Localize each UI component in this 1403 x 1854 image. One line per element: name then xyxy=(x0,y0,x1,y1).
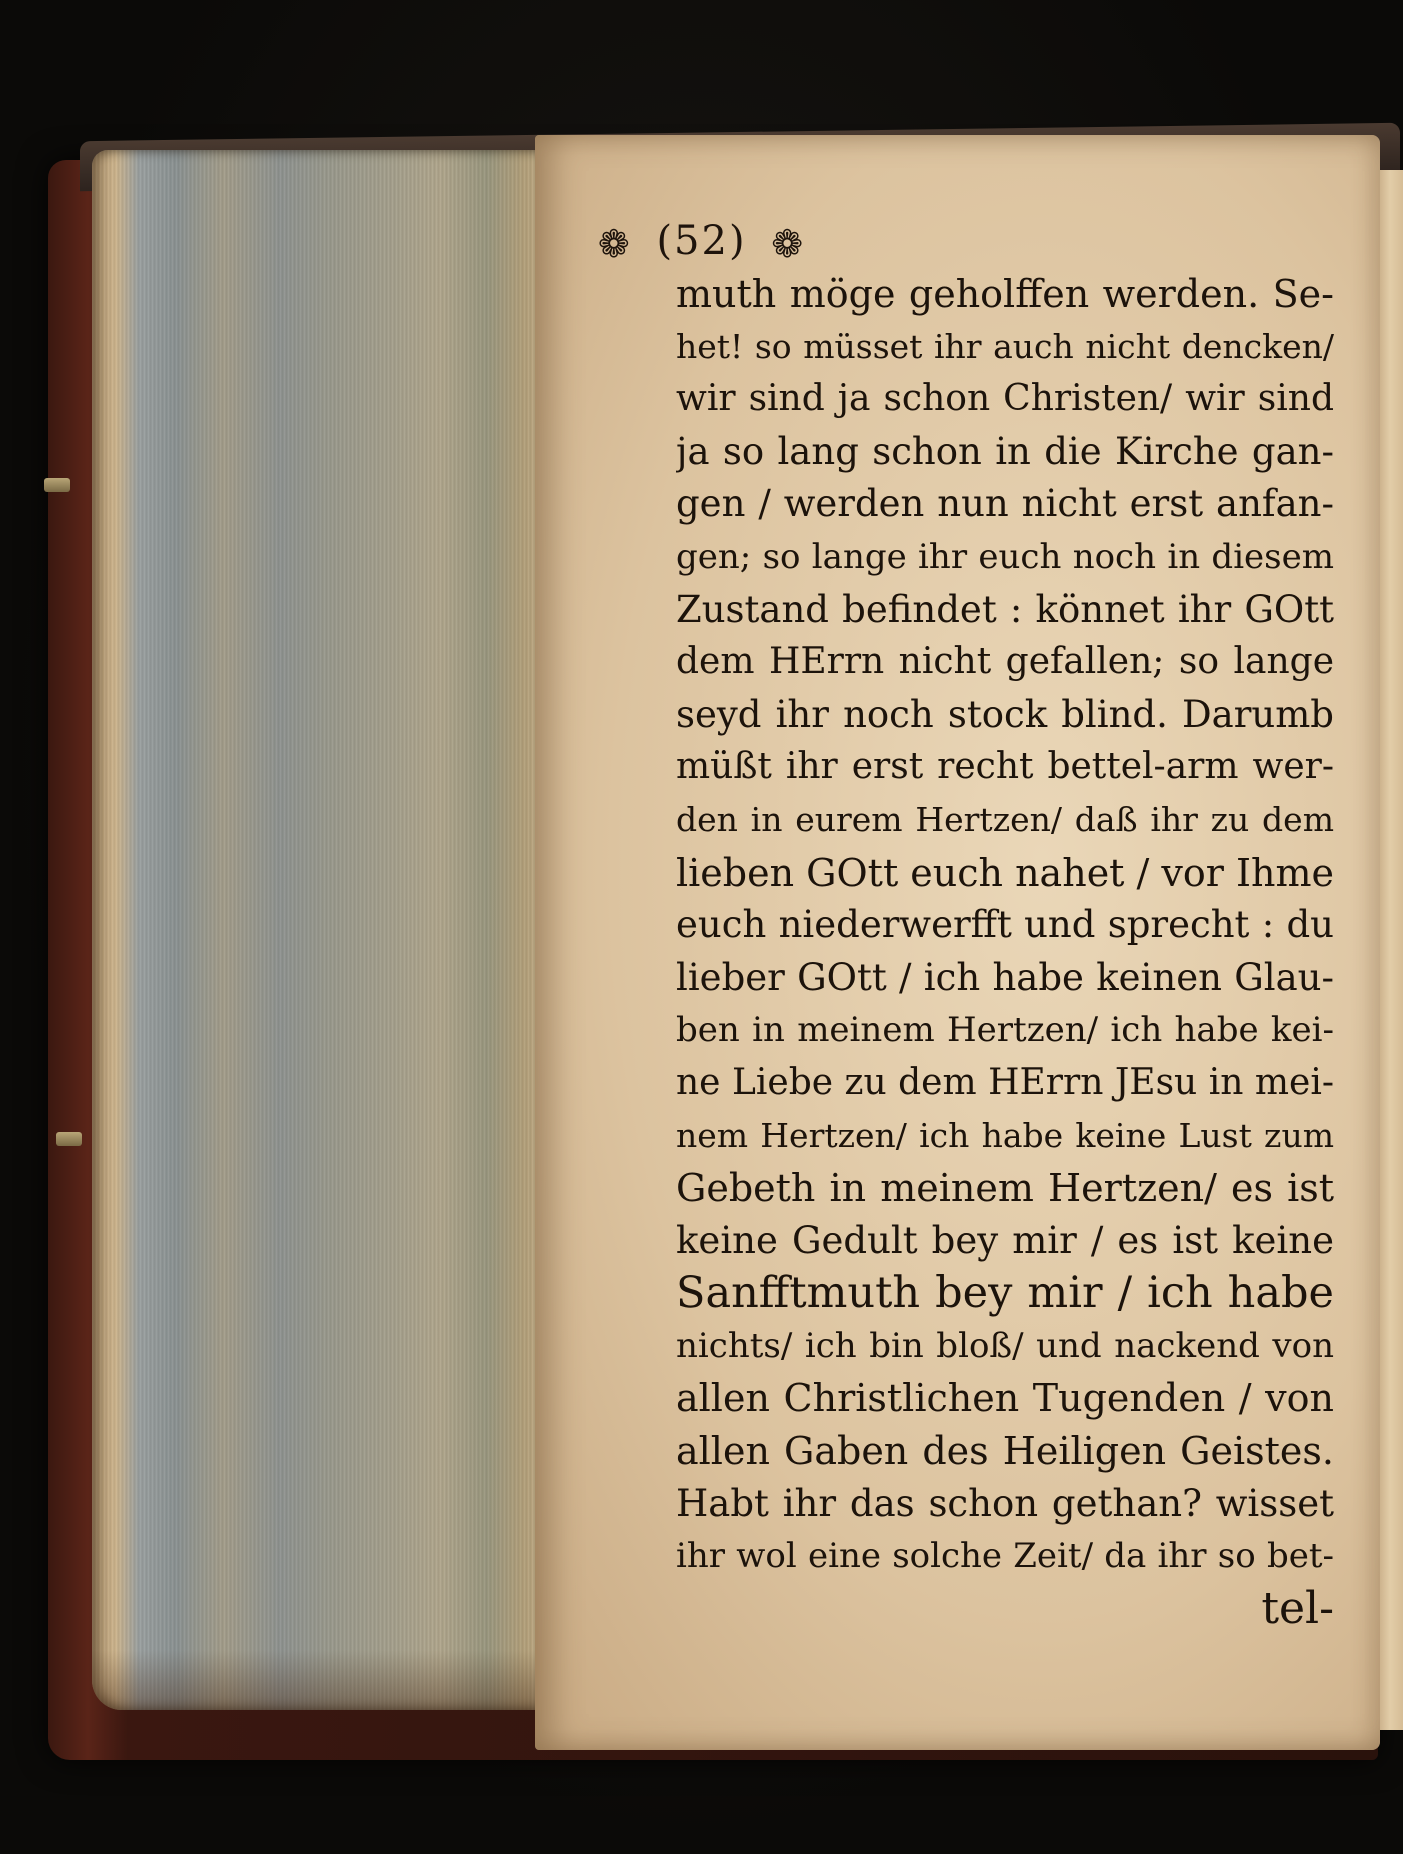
text-line: euch niederwerfft und sprecht : du xyxy=(676,903,1334,947)
clasp-icon xyxy=(44,478,70,492)
text-line: het! so müsset ihr auch nicht dencken/ xyxy=(676,326,1334,366)
page-number: (52) xyxy=(656,218,747,264)
text-line: muth möge geholffen werden. Se- xyxy=(676,272,1334,316)
text-line: dem HErrn nicht gefallen; so lange xyxy=(676,641,1334,683)
page-header xyxy=(0,218,1403,266)
text-line: wir sind ja schon Christen/ wir sind xyxy=(676,378,1334,420)
clasp-icon xyxy=(56,1132,82,1146)
text-line: ihr wol eine solche Zeit/ da ihr so bet- xyxy=(676,1536,1334,1577)
page-body-text xyxy=(676,268,1334,1635)
text-line: ja so lang schon in die Kirche gan- xyxy=(676,429,1334,473)
text-line: lieben GOtt euch nahet / vor Ihme xyxy=(676,850,1334,895)
text-line: gen; so lange ihr euch noch in diesem xyxy=(676,536,1334,577)
text-line: nichts/ ich bin bloß/ und nackend von xyxy=(676,1325,1334,1366)
text-line: Habt ihr das schon gethan? wisset xyxy=(676,1481,1334,1525)
text-line: Gebeth in meinem Hertzen/ es ist xyxy=(676,1166,1334,1211)
ornament-icon: ❁ xyxy=(597,222,632,266)
text-line: Zustand befindet : könnet ihr GOtt xyxy=(676,587,1334,631)
text-line: allen Gaben des Heiligen Geistes. xyxy=(676,1429,1334,1474)
text-line: ne Liebe zu dem HErrn JEsu in mei- xyxy=(676,1061,1334,1103)
text-line: den in eurem Hertzen/ daß ihr zu dem xyxy=(676,799,1334,839)
text-line: seyd ihr noch stock blind. Darumb xyxy=(676,692,1334,736)
text-line: ben in meinem Hertzen/ ich habe kei- xyxy=(676,1010,1334,1051)
catchword: tel- xyxy=(1261,1582,1334,1634)
text-line: keine Gedult bey mir / es ist keine xyxy=(676,1218,1334,1262)
page-stack-edge xyxy=(92,150,562,1710)
text-line: Sanfftmuth bey mir / ich habe xyxy=(676,1268,1334,1319)
text-line: allen Christlichen Tugenden / von xyxy=(676,1376,1334,1421)
text-line: nem Hertzen/ ich habe keine Lust zum xyxy=(676,1115,1334,1155)
text-line: müßt ihr erst recht bettel-arm wer- xyxy=(676,746,1334,788)
text-line: lieber GOtt / ich habe keinen Glau- xyxy=(676,955,1334,999)
text-line: gen / werden nun nicht erst anfan- xyxy=(676,482,1334,526)
ornament-icon: ❁ xyxy=(771,222,806,266)
